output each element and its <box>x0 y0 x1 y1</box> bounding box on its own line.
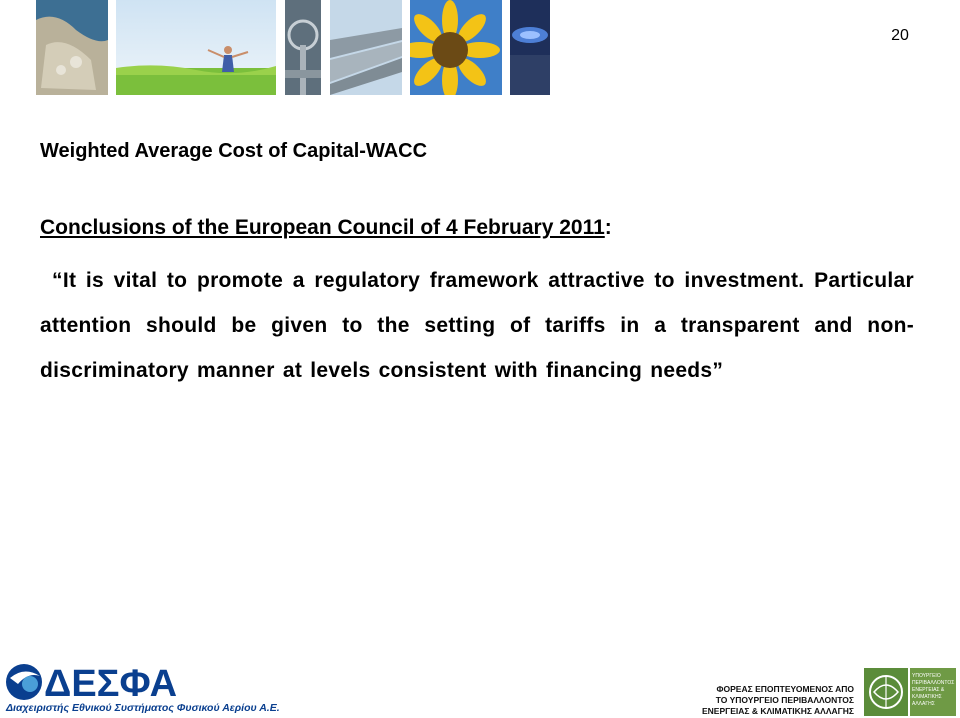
sunflower-photo <box>410 0 502 95</box>
heading-text: Conclusions of the European Council of 4 February 2011 <box>40 216 605 239</box>
quote-close-mark: ” <box>712 359 724 382</box>
gas-flame-photo <box>510 0 550 95</box>
valve-photo <box>285 0 321 95</box>
ministry-line-2: ΤΟ ΥΠΟΥΡΓΕΙΟ ΠΕΡΙΒΑΛΛΟΝΤΟΣ <box>715 695 854 705</box>
ministry-caption <box>702 684 854 717</box>
quote-open-mark: “ <box>52 269 63 292</box>
quote-body: Particular attention should be given to the setting of tariffs in a transparent and non-discriminatory manner at levels consistent with financing needs <box>40 269 914 382</box>
desfa-logo-text: ΔΕΣΦΑ <box>44 663 178 705</box>
section-heading <box>40 216 612 240</box>
slide-title: Weighted Average Cost of Capital-WACC <box>40 140 428 162</box>
quote-line-1: It is vital to promote a regulatory framework attractive to investment. <box>62 269 805 292</box>
pipelines-photo <box>330 0 402 95</box>
ministry-line-1: ΦΟΡΕΑΣ ΕΠΟΠΤΕΥΟΜΕΝΟΣ ΑΠΟ <box>716 684 854 694</box>
ministry-logo <box>864 668 956 716</box>
page-number: 20 <box>891 27 909 44</box>
ministry-line-3: ΕΝΕΡΓΕΙΑΣ & ΚΛΙΜΑΤΙΚΗΣ ΑΛΛΑΓΗΣ <box>701 706 854 716</box>
desfa-subtitle: Διαχειριστής Εθνικού Συστήματος Φυσικού Αερίου Α.Ε. <box>6 702 280 714</box>
quote-paragraph <box>40 258 914 393</box>
child-field-photo <box>116 0 276 95</box>
svg-text:ΥΠΟΥΡΓΕΙΟ ΠΕΡΙΒΑΛΛΟΝΤΟΣ: ΥΠΟΥΡΓΕΙΟ ΠΕΡΙΒΑΛΛΟΝΤΟΣ ΕΝΕΡΓΕΙΑΣ & ΚΛΙΜΑΤΙΚΗΣ ΑΛΛΑΓΗΣ <box>912 673 955 707</box>
heading-colon: : <box>604 216 612 239</box>
coastal-terminal-photo <box>36 0 108 95</box>
